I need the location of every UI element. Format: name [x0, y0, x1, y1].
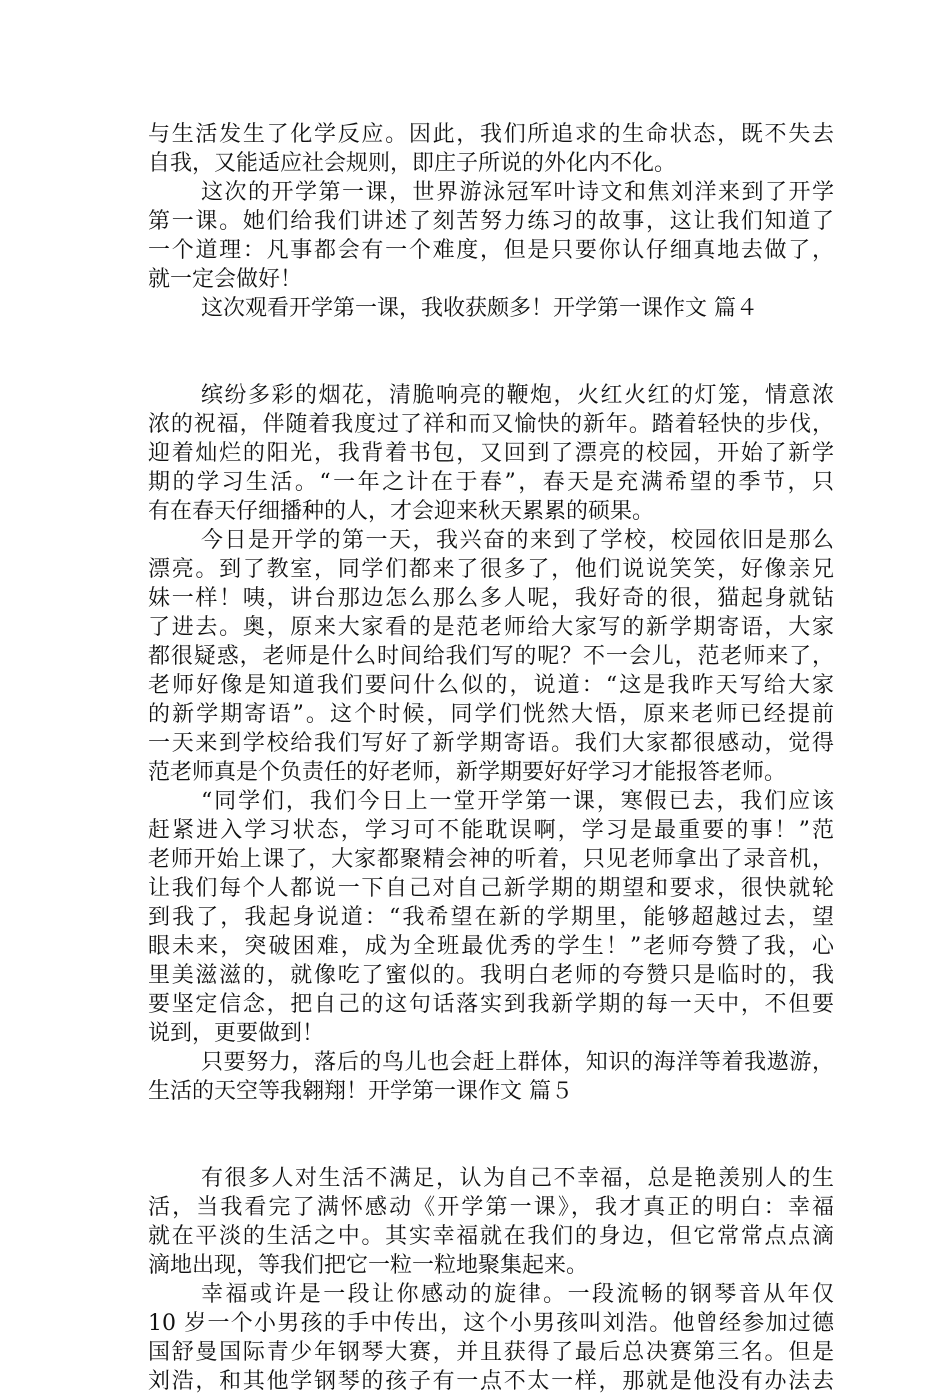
text-line: 妹一样！咦，讲台那边怎么那么多人呢，我好奇的很，猫起身就钻 [148, 586, 834, 611]
text-line: 眼未来，突破困难，成为全班最优秀的学生！”老师夸赞了我，心 [148, 934, 834, 959]
text-line: 的新学期寄语”。这个时候，同学们恍然大悟，原来老师已经提前 [148, 702, 834, 727]
text-line: 只要努力，落后的鸟儿也会赶上群体，知识的海洋等着我遨游， [201, 1050, 834, 1075]
text-line: 有在春天仔细播种的人，才会迎来秋天累累的硕果。 [148, 499, 655, 524]
paragraph-continuation [148, 120, 834, 178]
text-line: 缤纷多彩的烟花，清脆响亮的鞭炮，火红火红的灯笼，情意浓 [201, 383, 834, 408]
text-line: 浓的祝福，伴随着我度过了祥和而又愉快的新年。踏着轻快的步伐， [148, 412, 834, 437]
text-line: 幸福或许是一段让你感动的旋律。一段流畅的钢琴音从年仅 [201, 1282, 834, 1307]
text-line: 活，当我看完了满怀感动《开学第一课》，我才真正的明白：幸福 [148, 1195, 834, 1220]
text-line: 有很多人对生活不满足，认为自己不幸福，总是艳羡别人的生 [201, 1166, 834, 1191]
text-line: 赶紧进入学习状态，学习可不能耽误啊，学习是最重要的事！”范 [148, 818, 834, 843]
text-line: 国舒曼国际青少年钢琴大赛，并且获得了最后总决赛第三名。但是 [148, 1340, 834, 1365]
document-page [148, 120, 834, 1396]
text-line: 里美滋滋的，就像吃了蜜似的。我明白老师的夸赞只是临时的，我 [148, 963, 834, 988]
text-line: 这次的开学第一课，世界游泳冠军叶诗文和焦刘洋来到了开学 [201, 180, 834, 205]
text-line: 一个道理：凡事都会有一个难度，但是只要你认仔细真地去做了， [148, 238, 834, 263]
text-line: 第一课。她们给我们讲述了刻苦努力练习的故事，这让我们知道了 [148, 209, 834, 234]
text-line: 让我们每个人都说一下自己对自己新学期的期望和要求，很快就轮 [148, 876, 834, 901]
text-line: 期的学习生活。“一年之计在于春”，春天是充满希望的季节，只 [148, 470, 834, 495]
text-line: 迎着灿烂的阳光，我背着书包，又回到了漂亮的校园，开始了新学 [148, 441, 834, 466]
paragraph [148, 1164, 834, 1280]
paragraph-with-section-heading [148, 294, 834, 323]
text-line: 老师好像是知道我们要问什么似的，说道：“这是我昨天写给大家 [148, 673, 834, 698]
text-line: 今日是开学的第一天，我兴奋的来到了学校，校园依旧是那么 [201, 528, 834, 553]
text-line: 老师开始上课了，大家都聚精会神的听着，只见老师拿出了录音机， [148, 847, 834, 872]
section-gap [148, 323, 834, 381]
paragraph-with-section-heading [148, 1048, 834, 1106]
text-line: 范老师真是个负责任的好老师，新学期要好好学习才能报答老师。 [148, 760, 787, 785]
text-line: 生活的天空等我翱翔！开学第一课作文 篇５ [148, 1079, 573, 1104]
text-line: 要坚定信念，把自己的这句话落实到我新学期的每一天中，不但要 [148, 992, 834, 1017]
text-line: 到我了，我起身说道：“我希望在新的学期里，能够超越过去，望 [148, 905, 834, 930]
text-line: 滴地出现，等我们把它一粒一粒地聚集起来。 [148, 1253, 589, 1278]
paragraph [148, 178, 834, 294]
section-gap [148, 1106, 834, 1164]
text-line: 都很疑惑，老师是什么时间给我们写的呢？不一会儿，范老师来了， [148, 644, 834, 669]
text-line: 就一定会做好！ [148, 267, 303, 292]
text-line: 与生活发生了化学反应。因此，我们所追求的生命状态，既不失去 [148, 122, 834, 147]
text-line: 漂亮。到了教室，同学们都来了很多了，他们说说笑笑，好像亲兄 [148, 557, 834, 582]
text-line: 刘浩，和其他学钢琴的孩子有一点不太一样，那就是他没有办法去 [148, 1369, 834, 1394]
text-line: 10 岁一个小男孩的手中传出，这个小男孩叫刘浩。他曾经参加过德 [148, 1311, 834, 1336]
paragraph [148, 526, 834, 787]
paragraph [148, 787, 834, 1048]
paragraph [148, 381, 834, 526]
text-line: 这次观看开学第一课，我收获颇多！开学第一课作文 篇４ [201, 296, 758, 321]
text-line: 了进去。奥，原来大家看的是范老师给大家写的新学期寄语，大家 [148, 615, 834, 640]
paragraph [148, 1280, 834, 1396]
text-line: “同学们，我们今日上一堂开学第一课，寒假已去，我们应该 [201, 789, 834, 814]
text-line: 说到，更要做到！ [148, 1021, 325, 1046]
text-line: 自我，又能适应社会规则，即庄子所说的外化内不化。 [148, 151, 677, 176]
text-line: 就在平淡的生活之中。其实幸福就在我们的身边，但它常常点点滴 [148, 1224, 834, 1249]
text-line: 一天来到学校给我们写好了新学期寄语。我们大家都很感动，觉得 [148, 731, 834, 756]
